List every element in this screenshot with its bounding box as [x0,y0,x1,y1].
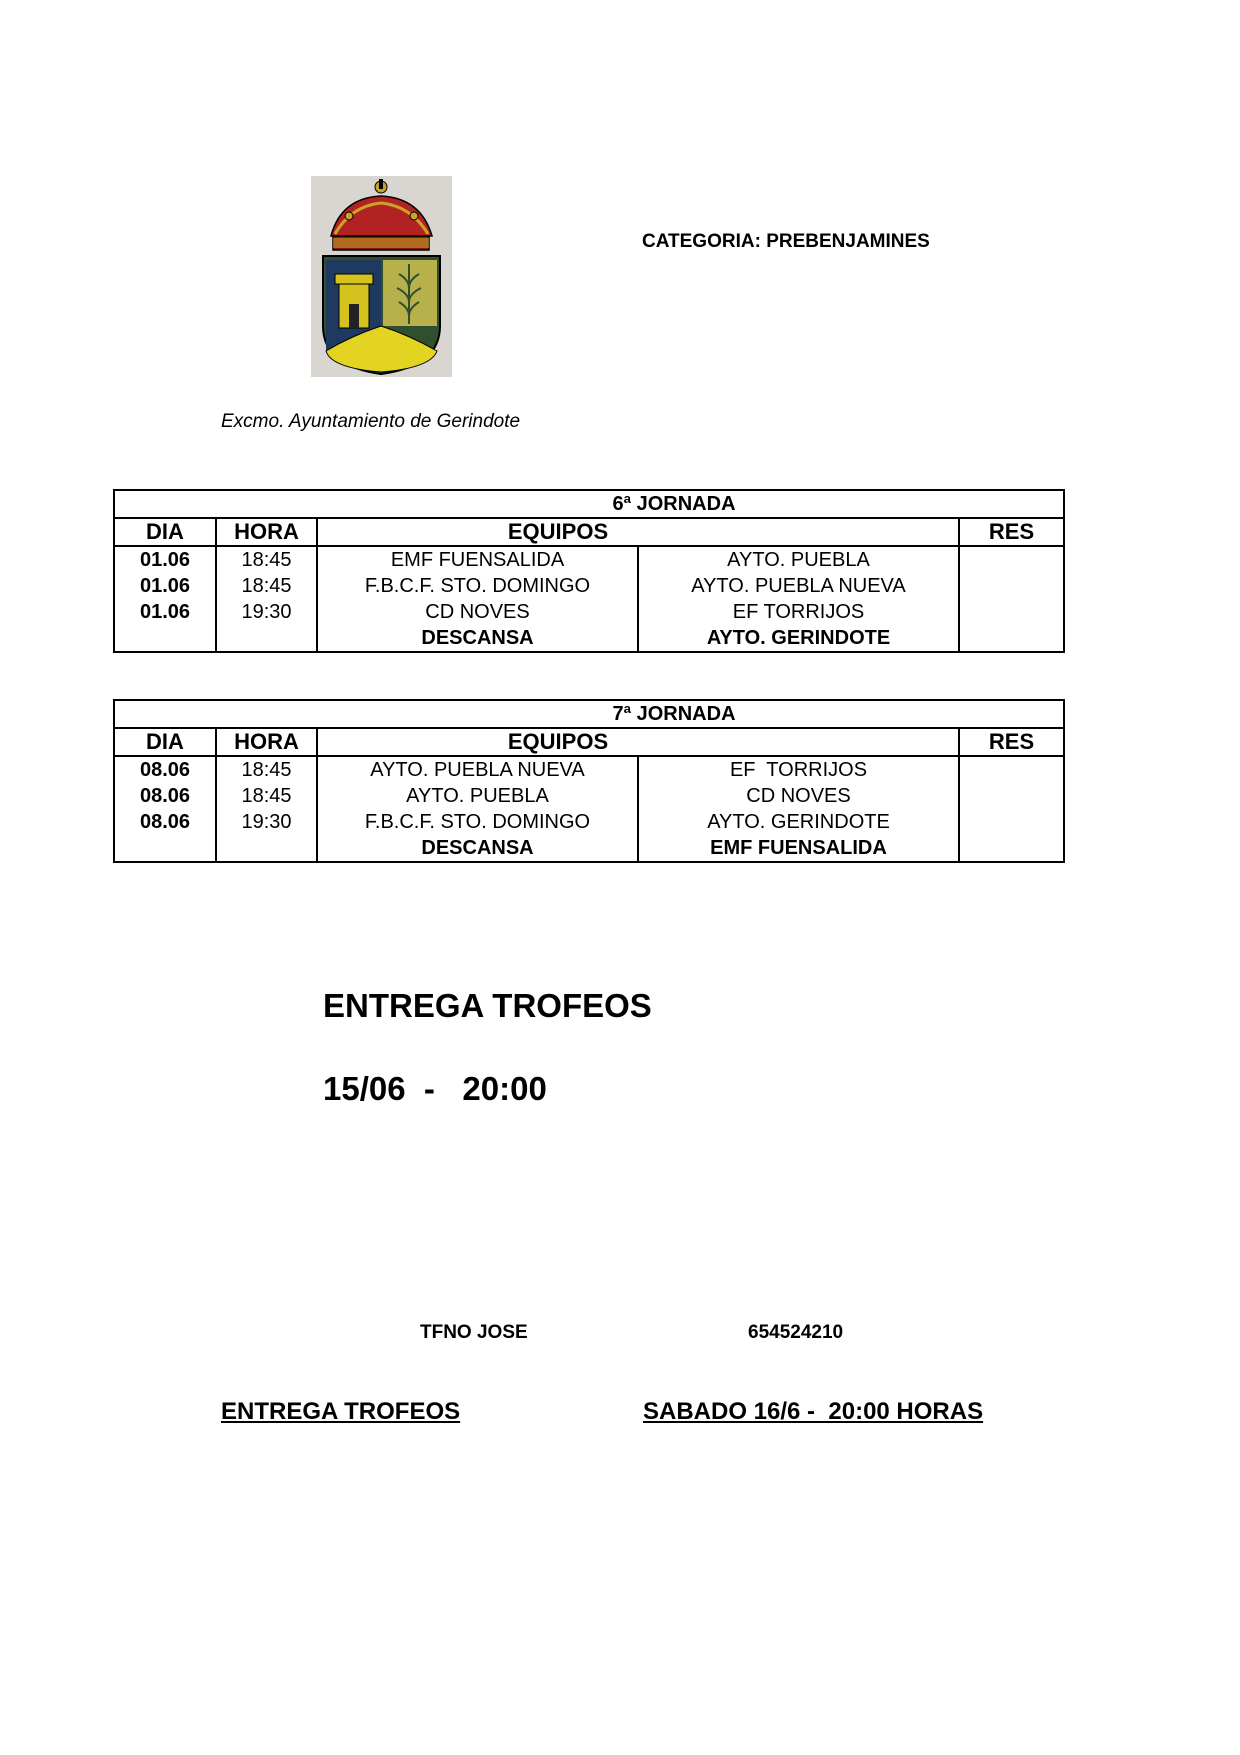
cell-local: F.B.C.F. STO. DOMINGO [317,573,638,599]
cell-dia: 01.06 [114,546,216,573]
cell-dia: 08.06 [114,809,216,835]
ayuntamiento-caption: Excmo. Ayuntamiento de Gerindote [221,411,521,432]
cell-local: EMF FUENSALIDA [317,546,638,573]
descansa-row [114,625,1064,652]
cell-hora: 18:45 [216,756,317,783]
descansa-label: DESCANSA [317,625,638,652]
cell-visitante: AYTO. PUEBLA NUEVA [638,573,959,599]
header-row [114,518,1064,546]
jornada-7-table [113,699,1065,863]
header-hora: HORA [216,728,317,756]
cell-dia: 01.06 [114,599,216,625]
cell-local: F.B.C.F. STO. DOMINGO [317,809,638,835]
table-row [114,573,1064,599]
jornada-title: 6ª JORNADA [114,490,1064,518]
cell-res [959,783,1064,809]
descansa-team: AYTO. GERINDOTE [638,625,959,652]
cell-visitante: AYTO. GERINDOTE [638,809,959,835]
cell-dia: 01.06 [114,573,216,599]
header-dia: DIA [114,728,216,756]
cell-hora: 19:30 [216,599,317,625]
table-row [114,756,1064,783]
descansa-team: EMF FUENSALIDA [638,835,959,862]
cell-visitante: CD NOVES [638,783,959,809]
cell-local: AYTO. PUEBLA NUEVA [317,756,638,783]
header-equipos: EQUIPOS [317,728,959,756]
phone-number: 654524210 [748,1322,844,1343]
jornada-title-row [114,490,1064,518]
cell-res-empty [959,625,1064,652]
cell-dia: 08.06 [114,783,216,809]
header-hora: HORA [216,518,317,546]
cell-res [959,809,1064,835]
header-res: RES [959,518,1064,546]
cell-visitante: EF TORRIJOS [638,599,959,625]
cell-hora-empty [216,625,317,652]
footer-sabado-date: SABADO 16/6 - 20:00 HORAS [643,1398,984,1425]
cell-local: CD NOVES [317,599,638,625]
header-equipos: EQUIPOS [317,518,959,546]
cell-res [959,756,1064,783]
coat-of-arms-icon [311,176,452,377]
jornada-6-table [113,489,1065,653]
cell-dia-empty [114,835,216,862]
cell-visitante: EF TORRIJOS [638,756,959,783]
jornada-title-row [114,700,1064,728]
jornada-title: 7ª JORNADA [114,700,1064,728]
header-res: RES [959,728,1064,756]
table-row [114,809,1064,835]
descansa-row [114,835,1064,862]
cell-res [959,599,1064,625]
categoria-label: CATEGORIA: PREBENJAMINES [642,231,930,252]
cell-res-empty [959,835,1064,862]
cell-dia-empty [114,625,216,652]
cell-hora: 19:30 [216,809,317,835]
phone-label: TFNO JOSE [420,1322,528,1343]
header-row [114,728,1064,756]
entrega-trofeos-date: 15/06 - 20:00 [323,1070,547,1107]
table-row [114,546,1064,573]
cell-local: AYTO. PUEBLA [317,783,638,809]
cell-hora-empty [216,835,317,862]
cell-visitante: AYTO. PUEBLA [638,546,959,573]
footer-entrega-trofeos: ENTREGA TROFEOS [221,1398,461,1425]
table-row [114,599,1064,625]
descansa-label: DESCANSA [317,835,638,862]
cell-res [959,573,1064,599]
cell-hora: 18:45 [216,573,317,599]
cell-hora: 18:45 [216,783,317,809]
entrega-trofeos-heading: ENTREGA TROFEOS [323,987,652,1024]
cell-dia: 08.06 [114,756,216,783]
cell-hora: 18:45 [216,546,317,573]
table-row [114,783,1064,809]
header-dia: DIA [114,518,216,546]
cell-res [959,546,1064,573]
